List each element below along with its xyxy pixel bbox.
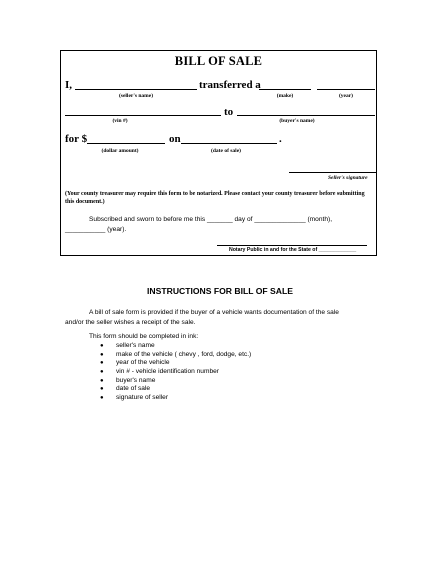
bullet-icon: ● bbox=[100, 360, 104, 367]
list-item: ● date of sale bbox=[100, 385, 151, 393]
bullet-icon: ● bbox=[100, 343, 104, 349]
to-label: to bbox=[224, 106, 234, 118]
make-caption: (make) bbox=[276, 93, 294, 99]
vin-field[interactable] bbox=[65, 115, 221, 116]
for-label: for $ bbox=[65, 133, 88, 145]
seller-signature-caption: Seller's signature bbox=[328, 175, 368, 181]
bullet-icon: ● bbox=[100, 395, 104, 402]
list-item: ● make of the vehicle ( chevy , ford, dodge, etc.) bbox=[100, 350, 252, 358]
bill-of-sale-form bbox=[60, 50, 377, 256]
list-item: ● year of the vehicle bbox=[100, 359, 170, 367]
date-of-sale-caption: (date of sale) bbox=[211, 148, 241, 154]
list-item: ● buyer's name bbox=[100, 376, 156, 384]
buyers-name-caption: (buyer's name) bbox=[279, 118, 315, 124]
date-of-sale-field[interactable] bbox=[181, 143, 277, 144]
bullet-icon: ● bbox=[100, 377, 104, 384]
list-item: ● seller's name bbox=[100, 342, 155, 349]
instructions-intro: This form should be completed in ink: bbox=[89, 333, 199, 340]
dollar-amount-caption: (dollar amount) bbox=[101, 148, 139, 154]
bullet-icon: ● bbox=[100, 386, 104, 393]
bullet-icon: ● bbox=[100, 351, 104, 358]
sellers-name-field[interactable] bbox=[75, 89, 197, 90]
notary-caption: Notary Public in and for the State of _____________ bbox=[229, 247, 357, 253]
sworn-line-1: Subscribed and sworn to before me this _______ day of ______________ (month), bbox=[89, 216, 333, 223]
instructions-list bbox=[100, 342, 251, 403]
instructions-line-2: and/or the seller wishes a receipt of the sale. bbox=[65, 318, 196, 326]
i-label: I, bbox=[65, 79, 73, 91]
year-caption: (year) bbox=[338, 93, 354, 99]
transferred-label: transferred a bbox=[199, 79, 261, 91]
bullet-icon: ● bbox=[100, 369, 104, 376]
notary-signature-field[interactable] bbox=[217, 245, 367, 246]
buyers-name-field[interactable] bbox=[237, 115, 375, 116]
instructions-title: INSTRUCTIONS FOR BILL OF SALE bbox=[147, 286, 293, 296]
notarize-notice: (Your county treasurer may require this form to be notarized. Please contact your county treasurer before submitting this document.) bbox=[65, 191, 365, 205]
sworn-statement bbox=[65, 215, 370, 234]
vin-caption: (vin #) bbox=[112, 118, 128, 124]
seller-signature-field[interactable] bbox=[289, 172, 377, 173]
period: . bbox=[279, 133, 282, 145]
list-item: ● signature of seller bbox=[100, 394, 169, 402]
list-item: ● vin # - vehicle identification number bbox=[100, 368, 219, 376]
instructions-paragraph bbox=[65, 308, 377, 327]
on-label: on bbox=[169, 133, 181, 145]
make-field[interactable] bbox=[259, 89, 311, 90]
instructions-line-1: A bill of sale form is provided if the buyer of a vehicle wants documentation of the sale bbox=[89, 309, 339, 316]
sworn-line-2: ___________ (year). bbox=[65, 225, 127, 233]
year-field[interactable] bbox=[317, 89, 375, 90]
sellers-name-caption: (seller's name) bbox=[118, 93, 154, 99]
dollar-amount-field[interactable] bbox=[87, 143, 165, 144]
form-title: BILL OF SALE bbox=[174, 54, 263, 68]
